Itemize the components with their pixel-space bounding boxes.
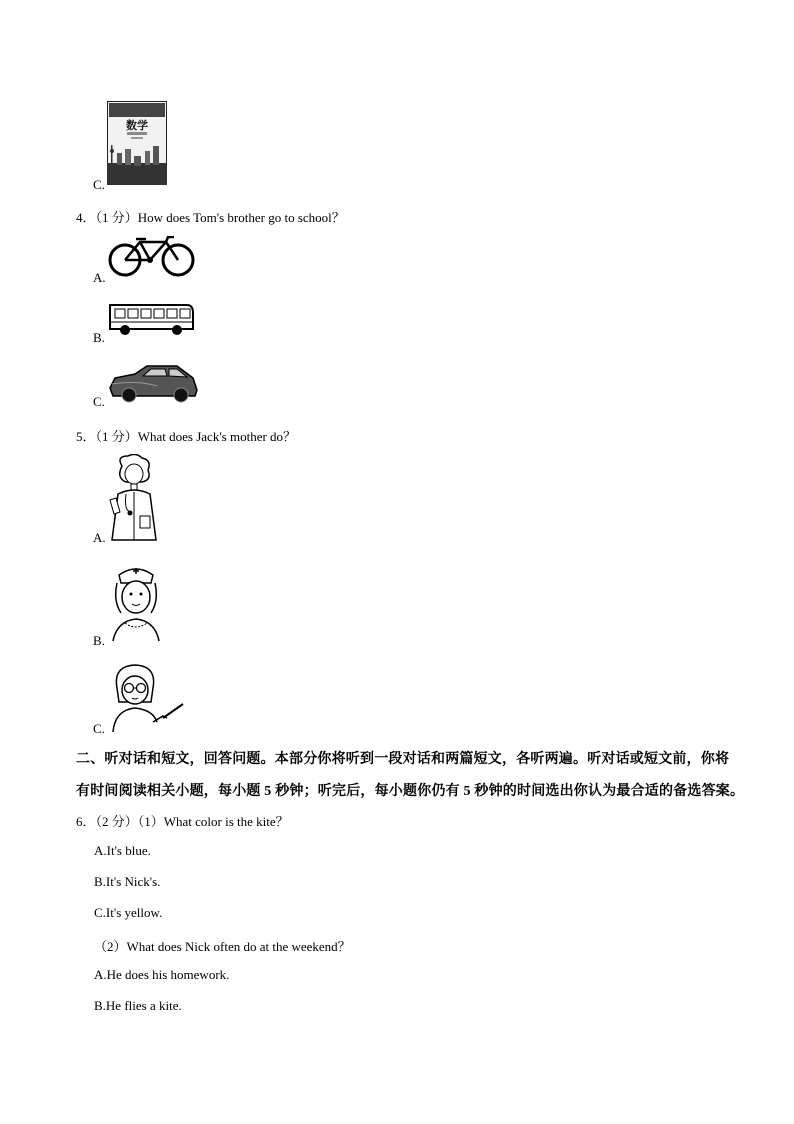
car-icon bbox=[107, 362, 199, 404]
nurse-icon bbox=[107, 561, 165, 643]
bus-icon bbox=[107, 301, 195, 337]
q6-sub1-option-c: C.It's yellow. bbox=[94, 905, 163, 920]
q6-sub1-option-b: B.It's Nick's. bbox=[94, 874, 161, 889]
q5-option-c-label: C. bbox=[93, 721, 105, 736]
q5-option-a-label: A. bbox=[93, 530, 106, 545]
doctor-icon bbox=[104, 454, 162, 542]
q6-stem: 6．（2 分）（1）What color is the kite？ bbox=[76, 814, 289, 829]
q4-option-b-label: B. bbox=[93, 330, 105, 345]
q4-option-c-label: C. bbox=[93, 394, 105, 409]
q6-sub2-option-b: B.He flies a kite. bbox=[94, 998, 182, 1013]
section2-instructions-line2: 有时间阅读相关小题，每小题 5 秒钟；听完后，每小题你仍有 5 秒钟的时间选出你认为最合适的备选答案。 bbox=[76, 784, 745, 799]
teacher-icon bbox=[107, 662, 187, 732]
bicycle-icon bbox=[108, 236, 196, 278]
q5-stem: 5．（1 分）What does Jack's mother do？ bbox=[76, 429, 297, 444]
q6-sub1-option-a: A.It's blue. bbox=[94, 843, 151, 858]
q4-option-a-label: A. bbox=[93, 270, 106, 285]
math-book-image bbox=[107, 101, 167, 185]
book-title: 数学 bbox=[126, 119, 148, 132]
q6-sub2-stem: （2）What does Nick often do at the weekend？ bbox=[94, 939, 351, 954]
section2-instructions-line1: 二、听对话和短文，回答问题。本部分你将听到一段对话和两篇短文，各听两遍。听对话或短文前，你将 bbox=[76, 752, 730, 767]
q4-stem: 4．（1 分）How does Tom's brother go to school？ bbox=[76, 210, 345, 225]
q6-sub2-option-a: A.He does his homework. bbox=[94, 967, 230, 982]
q5-option-b-label: B. bbox=[93, 633, 105, 648]
q3-option-c-label: C. bbox=[93, 177, 105, 192]
